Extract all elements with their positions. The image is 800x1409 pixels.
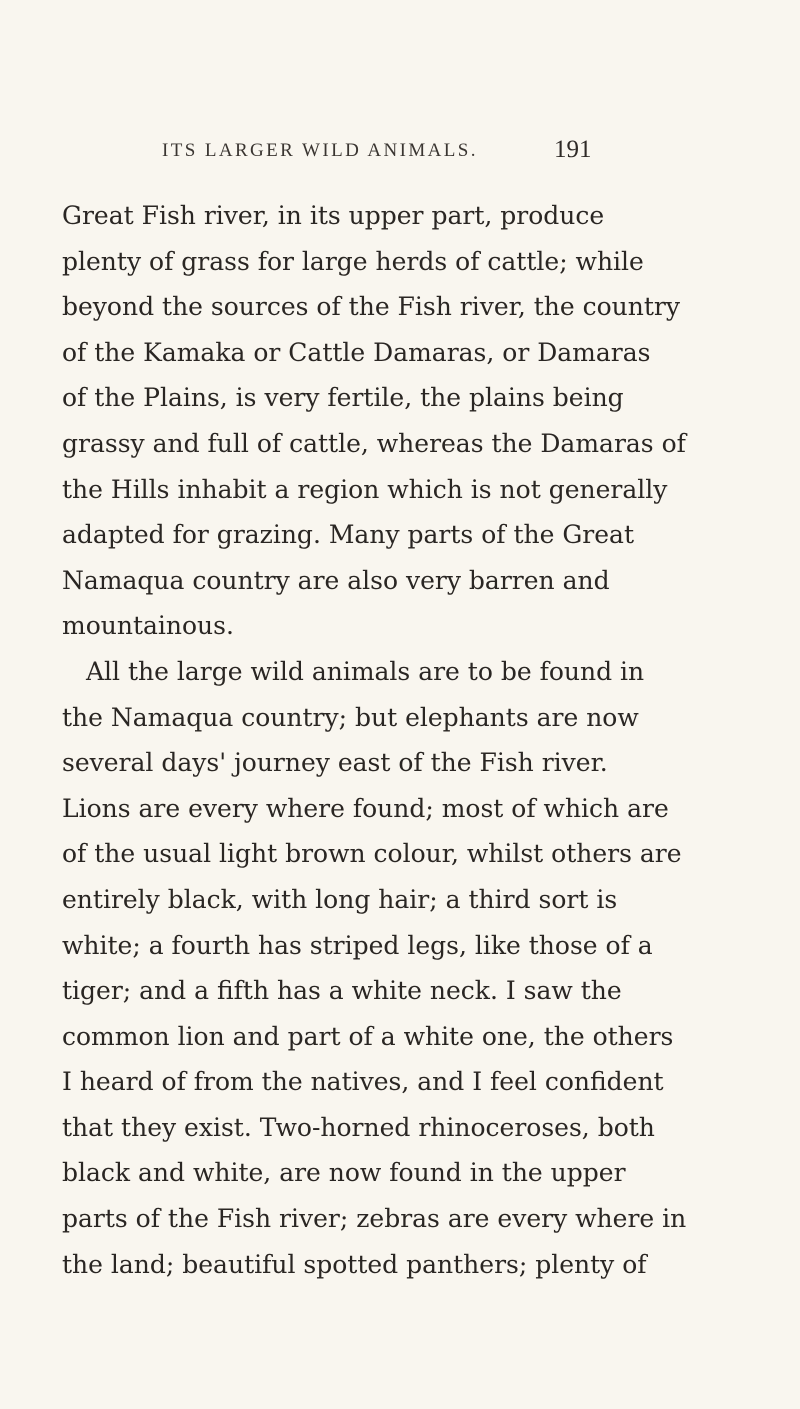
text-line: grassy and full of cattle, whereas the Damaras of bbox=[62, 428, 686, 458]
text-line: white; a fourth has striped legs, like those of a bbox=[62, 930, 653, 960]
text-line: parts of the Fish river; zebras are every where in bbox=[62, 1204, 687, 1234]
text-line: All the large wild animals are to be found in bbox=[86, 656, 645, 686]
text-line: tiger; and a fifth has a white neck. I saw the bbox=[62, 976, 622, 1006]
text-line: I heard of from the natives, and I feel confident bbox=[62, 1067, 664, 1097]
text-line: of the Plains, is very fertile, the plains being bbox=[62, 383, 624, 413]
text-line: Namaqua country are also very barren and bbox=[62, 565, 610, 595]
text-line: plenty of grass for large herds of cattle; while bbox=[62, 246, 644, 276]
text-line: Great Fish river, in its upper part, produce bbox=[62, 201, 605, 230]
text-line: black and white, are now found in the upper bbox=[62, 1158, 626, 1188]
text-line: of the Kamaka or Cattle Damaras, or Damaras bbox=[62, 337, 651, 367]
text-line: of the usual light brown colour, whilst others are bbox=[62, 839, 682, 869]
text-line: beyond the sources of the Fish river, the country bbox=[62, 292, 681, 322]
text-line: the Hills inhabit a region which is not generally bbox=[62, 474, 668, 504]
text-line: the land; beautiful spotted panthers; plenty of bbox=[62, 1249, 647, 1279]
text-line: the Namaqua country; but elephants are now bbox=[62, 702, 639, 732]
running-head: ITS LARGER WILD ANIMALS. bbox=[162, 140, 478, 161]
text-line: mountainous. bbox=[62, 611, 234, 641]
text-line: adapted for grazing. Many parts of the Great bbox=[62, 520, 634, 550]
text-line: Lions are every where found; most of which are bbox=[62, 793, 669, 823]
text-line: common lion and part of a white one, the others bbox=[62, 1021, 674, 1051]
text-line: that they exist. Two-horned rhinoceroses, both bbox=[62, 1112, 655, 1142]
body-text bbox=[62, 193, 687, 1287]
text-line: entirely black, with long hair; a third sort is bbox=[62, 884, 618, 914]
page-number: 191 bbox=[554, 136, 592, 163]
text-line: several days' journey east of the Fish river. bbox=[62, 748, 608, 778]
